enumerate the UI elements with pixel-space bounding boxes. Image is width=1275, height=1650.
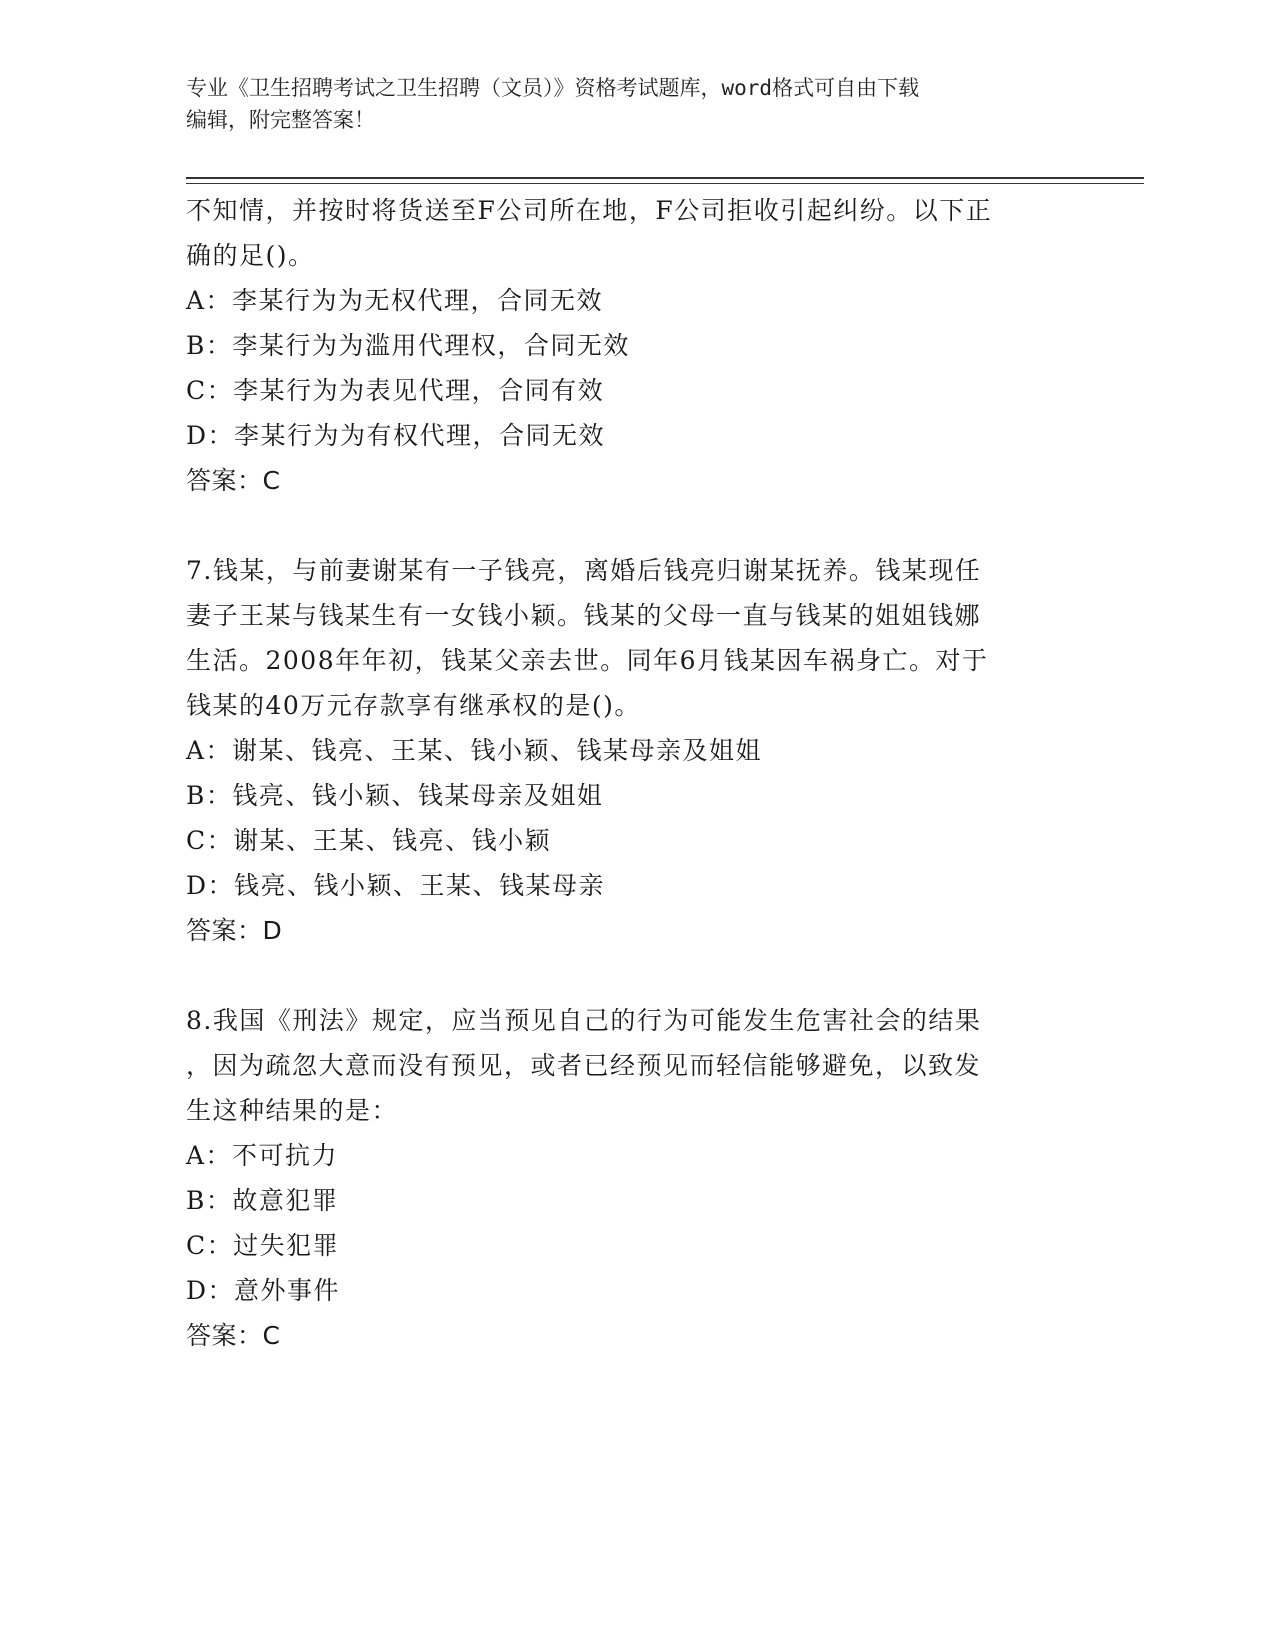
option-d: D：意外事件 — [186, 1276, 341, 1305]
answer-label: 答案：C — [186, 466, 281, 495]
question-stem-line: 妻子王某与钱某生有一女钱小颖。钱某的父母一直与钱某的姐姐钱娜 — [186, 601, 982, 630]
question-8 — [186, 998, 1086, 1358]
option-c: C：谢某、王某、钱亮、钱小颖 — [186, 826, 552, 855]
question-stem-line: 钱某的40万元存款享有继承权的是()。 — [186, 691, 641, 720]
question-stem-line: 7.钱某，与前妻谢某有一子钱亮，离婚后钱亮归谢某抚养。钱某现任 — [186, 556, 982, 585]
option-a: A：谢某、钱亮、王某、钱小颖、钱某母亲及姐姐 — [186, 736, 763, 765]
answer-label: 答案：D — [186, 916, 283, 945]
option-b: B：李某行为为滥用代理权，合同无效 — [186, 331, 630, 360]
option-b: B：故意犯罪 — [186, 1186, 339, 1215]
header-divider-thin — [186, 183, 1144, 184]
question-stem-line: 确的足()。 — [186, 241, 315, 270]
question-7 — [186, 548, 1086, 953]
option-a: A：不可抗力 — [186, 1141, 339, 1170]
option-d: D：钱亮、钱小颖、王某、钱某母亲 — [186, 871, 606, 900]
question-6 — [186, 188, 1086, 503]
question-stem-line: 8.我国《刑法》规定，应当预见自己的行为可能发生危害社会的结果 — [186, 1006, 982, 1035]
header-divider-thick — [186, 177, 1144, 179]
option-c: C：过失犯罪 — [186, 1231, 340, 1260]
question-spacer — [186, 953, 1086, 998]
question-stem-line: ，因为疏忽大意而没有预见，或者已经预见而轻信能够避免，以致发 — [186, 1051, 982, 1080]
option-c: C：李某行为为表见代理，合同有效 — [186, 376, 605, 405]
document-header — [186, 72, 1086, 136]
question-list — [186, 188, 1086, 1358]
answer-label: 答案：C — [186, 1321, 281, 1350]
header-line-1: 专业《卫生招聘考试之卫生招聘（文员）》资格考试题库，word格式可自由下载 — [186, 76, 920, 100]
question-stem-line: 生这种结果的是： — [186, 1096, 399, 1125]
option-a: A：李某行为为无权代理，合同无效 — [186, 286, 604, 315]
question-stem-line: 不知情，并按时将货送至F公司所在地，F公司拒收引起纠纷。以下正 — [186, 196, 993, 225]
header-line-2: 编辑，附完整答案！ — [186, 108, 375, 132]
question-stem-line: 生活。2008年年初，钱某父亲去世。同年6月钱某因车祸身亡。对于 — [186, 646, 989, 675]
question-spacer — [186, 503, 1086, 548]
option-d: D：李某行为为有权代理，合同无效 — [186, 421, 606, 450]
option-b: B：钱亮、钱小颖、钱某母亲及姐姐 — [186, 781, 604, 810]
